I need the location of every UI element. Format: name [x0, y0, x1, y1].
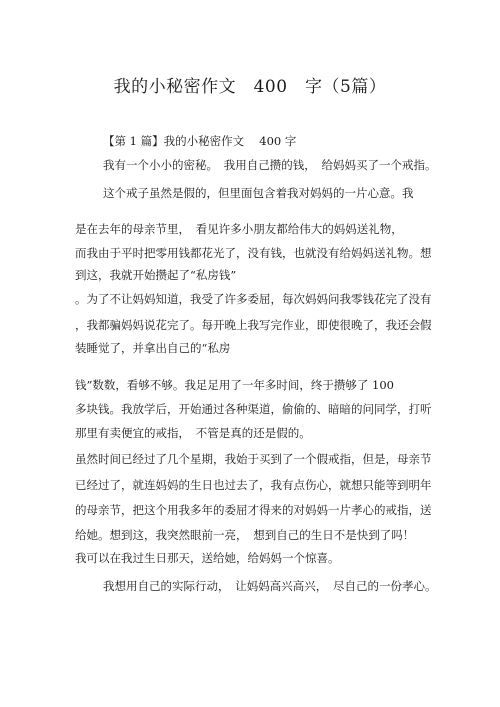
paragraph-line: 。为了不让妈妈知道，我受了许多委屈，每次妈妈问我零钱花完了没有: [75, 292, 432, 306]
paragraph-line: 装睡觉了，并拿出自己的“私房: [75, 341, 231, 355]
paragraph-line: 已经过了，就连妈妈的生日也过去了，我有点伤心，就想只能等到明年: [75, 478, 432, 492]
paragraph-line: 虽然时间已经过了几个星期，我始于买到了一个假戒指，但是，母亲节: [75, 452, 432, 466]
paragraph-line: 我想用自己的实际行动， 让妈妈高兴高兴， 尽自己的一份孝心。: [103, 579, 437, 593]
paragraph-line: ，我都骗妈妈说花完了。每开晚上我写完作业，即使很晚了，我还会假: [75, 318, 432, 332]
paragraph-line: 到这，我就开始攒起了“私房钱”: [75, 268, 237, 282]
paragraph-line: 多块钱。我放学后，开始通过各种渠道，偷偷的、暗暗的问同学，打听: [75, 402, 432, 416]
paragraph-line: 那里有卖便宜的戒指， 不管是真的还是假的。: [75, 426, 311, 440]
paragraph-line: 钱”数数，看够不够。我足足用了一年多时间，终于攒够了 100: [75, 378, 394, 392]
paragraph-line: 的母亲节，把这个用我多年的委屈才得来的对妈妈一片孝心的戒指，送: [75, 503, 432, 517]
paragraph-line: 这个戒子虽然是假的，但里面包含着我对妈妈的一片心意。我: [103, 186, 414, 200]
section-heading: 【第 1 篇】我的小秘密作文 400 字: [103, 134, 297, 148]
paragraph-line: 我可以在我过生日那天，送给她，给妈妈一个惊喜。: [75, 551, 340, 565]
paragraph-line: 我有一个小小的密秘。 我用自己攒的钱， 给妈妈买了一个戒指。: [103, 158, 437, 172]
paragraph-line: 给她。想到这，我突然眼前一亮， 想到自己的生日不是快到了吗！: [75, 528, 415, 542]
paragraph-line: 是在去年的母亲节里， 看见许多小朋友都给伟大的妈妈送礼物，: [75, 222, 403, 236]
paragraph-line: 而我由于平时把零用钱都花光了，没有钱，也就没有给妈妈送礼物。想: [75, 246, 432, 260]
page-title: 我的小秘密作文 400 字（5篇）: [113, 77, 387, 97]
